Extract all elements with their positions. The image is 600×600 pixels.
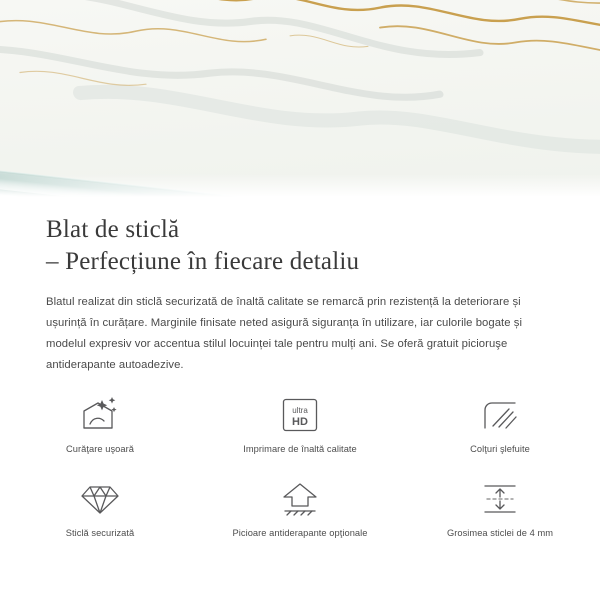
feature-label: Colţuri şlefuite — [470, 444, 530, 454]
description-paragraph: Blatul realizat din sticlă securizată de înaltă calitate se remarcă prin rezistență la deteriorare și ușurință în curățare. Marginile finisate neted asigură siguranța în utilizare, iar culorile bogate și modelul expresiv vor accentua stilul locuinței tale pentru mulți ani. Se oferă gratuit picioruşe antiderapante autoadezive. — [46, 296, 523, 371]
polished-corners-icon — [473, 392, 527, 438]
ultra-hd-icon — [273, 392, 327, 438]
feature-item-glass-thickness — [400, 476, 600, 538]
svg-text:ultra: ultra — [292, 406, 308, 415]
feature-grid — [0, 392, 600, 538]
feature-item-tempered-glass — [0, 476, 200, 538]
page-title-line-1: Blat de sticlă — [46, 216, 180, 243]
feature-label: Grosimea sticlei de 4 mm — [446, 528, 554, 538]
hero-image — [0, 0, 600, 200]
glass-slab-top-face — [0, 0, 600, 200]
feature-item-polished-corners — [400, 392, 600, 454]
feature-label: Picioare antiderapante opţionale — [232, 528, 368, 538]
page-title — [46, 214, 554, 278]
thickness-arrows-icon — [473, 476, 527, 522]
anti-slip-feet-icon — [273, 476, 327, 522]
sparkle-cloth-icon — [73, 392, 127, 438]
feature-label: Sticlă securizată — [65, 528, 135, 538]
description-block — [0, 200, 600, 376]
diamond-icon — [73, 476, 127, 522]
feature-label: Curăţare uşoară — [66, 444, 134, 454]
page-title-line-2: – Perfecțiune în fiecare detaliu — [46, 248, 360, 275]
feature-item-antislip-feet — [200, 476, 400, 538]
feature-label: Imprimare de înaltă calitate — [243, 444, 357, 454]
hero-bottom-fade — [0, 174, 600, 200]
svg-text:HD: HD — [292, 416, 308, 428]
feature-item-easy-cleaning — [0, 392, 200, 454]
marble-veins — [0, 0, 600, 200]
feature-item-print-quality — [200, 392, 400, 454]
